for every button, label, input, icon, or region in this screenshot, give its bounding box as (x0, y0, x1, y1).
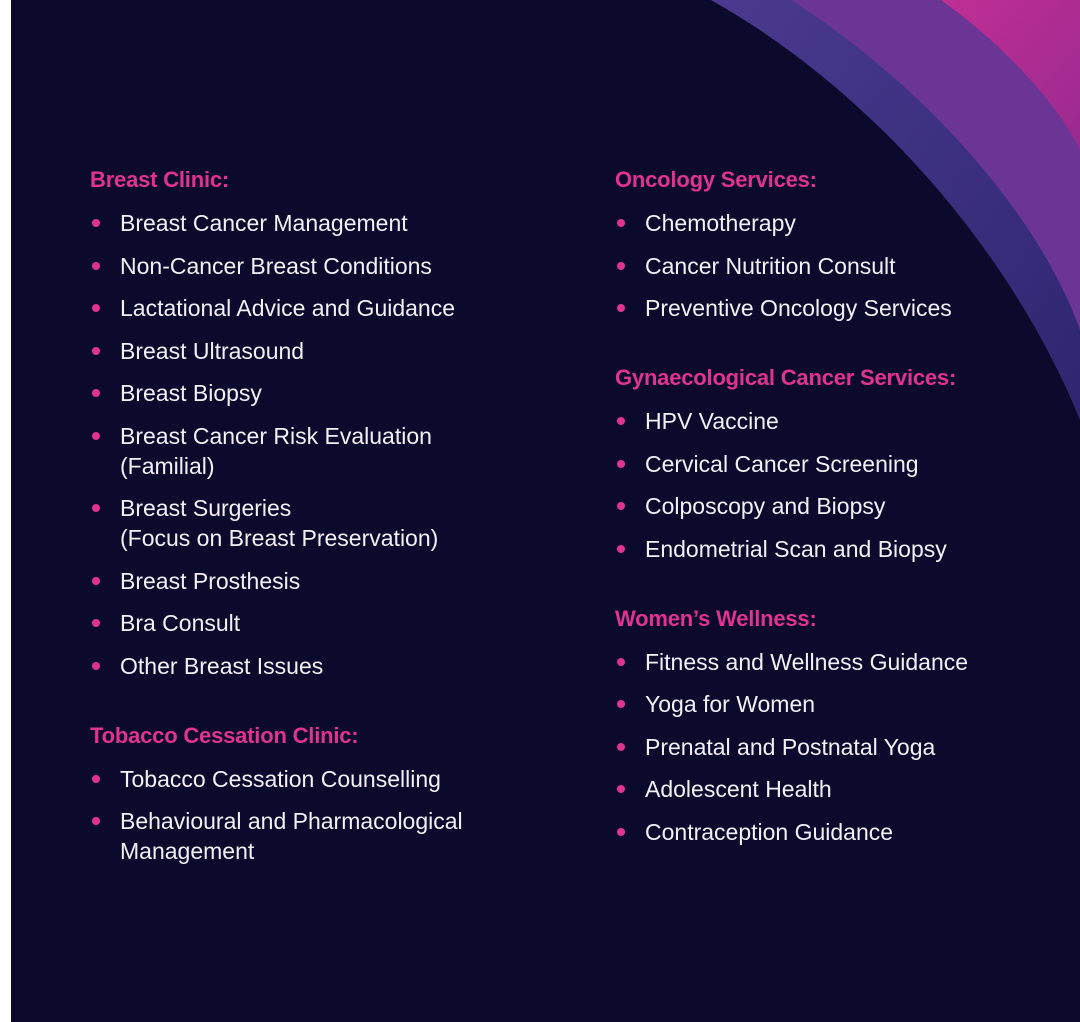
list-item (90, 336, 560, 366)
bullet-icon (92, 347, 100, 355)
item-text: Tobacco Cessation Counselling (120, 765, 441, 792)
oncology-list (615, 208, 1065, 323)
list-item (615, 774, 1065, 804)
bullet-icon (92, 262, 100, 270)
list-item (615, 293, 1065, 323)
bullet-icon (92, 504, 100, 512)
section-heading: Breast Clinic: (90, 167, 230, 192)
list-item (615, 406, 1065, 436)
item-text: Fitness and Wellness Guidance (645, 648, 969, 675)
left-column (90, 167, 560, 879)
list-item (615, 449, 1065, 479)
gynae-list (615, 406, 1065, 564)
item-text-continued: Management (120, 838, 255, 864)
item-text: Breast Biopsy (120, 380, 262, 406)
item-text: Breast Cancer Management (120, 210, 408, 236)
item-text-continued: (Focus on Breast Preservation) (120, 525, 439, 551)
list-item (615, 689, 1065, 719)
oncology-section (615, 167, 1065, 323)
list-item (615, 647, 1065, 677)
list-item (90, 764, 560, 794)
bullet-icon (92, 304, 100, 312)
wellness-list (615, 647, 1065, 847)
item-text: Breast Surgeries (120, 495, 292, 521)
bullet-icon (617, 785, 625, 793)
gynae-section (615, 365, 1065, 564)
item-text: Contraception Guidance (645, 818, 894, 845)
item-text: Prenatal and Postnatal Yoga (645, 733, 936, 760)
item-text: Bra Consult (120, 610, 241, 636)
item-text: Breast Cancer Risk Evaluation (120, 422, 432, 449)
item-text: Breast Ultrasound (120, 337, 305, 364)
list-item (90, 566, 560, 596)
list-item (90, 208, 560, 238)
bullet-icon (617, 417, 625, 425)
breast-clinic-section (90, 167, 560, 681)
right-column (615, 167, 1065, 859)
item-text-continued: (Familial) (120, 452, 215, 479)
bullet-icon (617, 743, 625, 751)
list-item (615, 534, 1065, 564)
bullet-icon (92, 219, 100, 227)
bullet-icon (617, 658, 625, 666)
item-text: Endometrial Scan and Biopsy (645, 535, 947, 562)
bullet-icon (617, 304, 625, 312)
item-text: Chemotherapy (645, 210, 796, 236)
item-text: Colposcopy and Biopsy (645, 493, 886, 519)
bullet-icon (92, 817, 100, 825)
tobacco-list (90, 764, 560, 867)
bullet-icon (92, 619, 100, 627)
list-item (90, 251, 560, 281)
list-item (90, 378, 560, 408)
item-text: Behavioural and Pharmacological (120, 808, 463, 834)
list-item (615, 208, 1065, 238)
section-heading: Women’s Wellness: (615, 605, 817, 631)
list-item (90, 493, 560, 553)
item-text: Cancer Nutrition Consult (645, 252, 896, 279)
item-text: Adolescent Health (645, 776, 832, 802)
list-item (90, 421, 560, 481)
item-text: Other Breast Issues (120, 652, 324, 679)
services-poster (11, 0, 1080, 1022)
item-text: Preventive Oncology Services (645, 295, 952, 321)
list-item (615, 251, 1065, 281)
item-text: HPV Vaccine (645, 408, 779, 434)
section-heading: Oncology Services: (615, 167, 817, 192)
bullet-icon (617, 502, 625, 510)
wellness-section (615, 606, 1065, 847)
section-heading: Tobacco Cessation Clinic: (90, 722, 359, 748)
item-text: Breast Prosthesis (120, 567, 301, 594)
bullet-icon (92, 432, 100, 440)
list-item (90, 608, 560, 638)
list-item (615, 491, 1065, 521)
list-item (90, 293, 560, 323)
item-text: Lactational Advice and Guidance (120, 295, 456, 321)
bullet-icon (92, 775, 100, 783)
list-item (90, 651, 560, 681)
tobacco-section (90, 723, 560, 867)
section-heading: Gynaecological Cancer Services: (615, 365, 957, 390)
bullet-icon (617, 262, 625, 270)
bullet-icon (92, 662, 100, 670)
breast-clinic-list (90, 208, 560, 681)
bullet-icon (92, 389, 100, 397)
bullet-icon (617, 700, 625, 708)
bullet-icon (92, 577, 100, 585)
list-item (615, 817, 1065, 847)
item-text: Cervical Cancer Screening (645, 450, 919, 477)
bullet-icon (617, 828, 625, 836)
item-text: Yoga for Women (645, 691, 816, 717)
bullet-icon (617, 219, 625, 227)
item-text: Non-Cancer Breast Conditions (120, 252, 432, 279)
list-item (90, 806, 560, 866)
list-item (615, 732, 1065, 762)
bullet-icon (617, 460, 625, 468)
bullet-icon (617, 545, 625, 553)
